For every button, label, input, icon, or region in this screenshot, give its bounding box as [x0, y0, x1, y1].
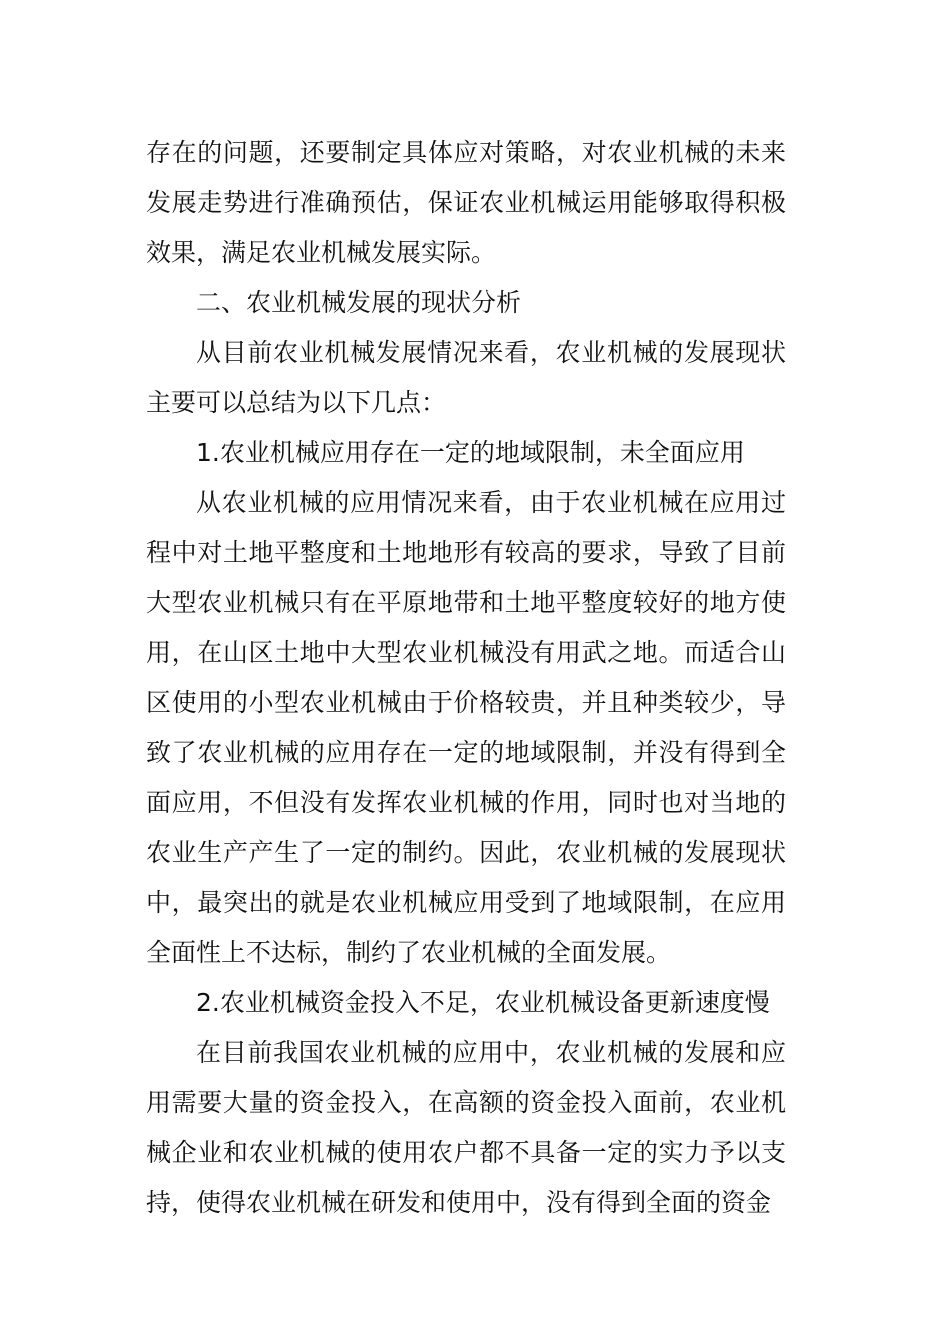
paragraph-intro: 从目前农业机械发展情况来看，农业机械的发展现状主要可以总结为以下几点： — [146, 338, 786, 417]
section-heading-status-analysis: 二、农业机械发展的现状分析 — [196, 288, 522, 317]
paragraph-funding-shortage: 在目前我国农业机械的应用中，农业机械的发展和应用需要大量的资金投入，在高额的资金投入面前，农业机械企业和农业机械的使用农户都不具备一定的实力予以支持，使得农业机械在研发和使用中，没有得到全面的资金 — [146, 1038, 786, 1217]
paragraph-continuation: 存在的问题，还要制定具体应对策略，对农业机械的未来发展走势进行准确预估，保证农业机械运用能够取得积极效果，满足农业机械发展实际。 — [146, 138, 786, 267]
paragraph-regional-limits: 从农业机械的应用情况来看，由于农业机械在应用过程中对土地平整度和土地地形有较高的要求，导致了目前大型农业机械只有在平原地带和土地平整度较好的地方使用，在山区土地中大型农业机械没有用武之地。而适合山区使用的小型农业机械由于价格较贵，并且种类较少，导致了农业机械的应用存在一定的地域限制，并没有得到全面应用，不但没有发挥农业机械的作用，同时也对当地的农业生产产生了一定的制约。因此，农业机械的发展现状中，最突出的就是农业机械应用受到了地域限制，在应用全面性上不达标，制约了农业机械的全面发展。 — [146, 488, 786, 967]
subheading-regional-limits: 1.农业机械应用存在一定的地域限制，未全面应用 — [196, 438, 745, 467]
subheading-funding-shortage: 2.农业机械资金投入不足，农业机械设备更新速度慢 — [196, 988, 770, 1017]
document-page — [146, 128, 786, 1228]
